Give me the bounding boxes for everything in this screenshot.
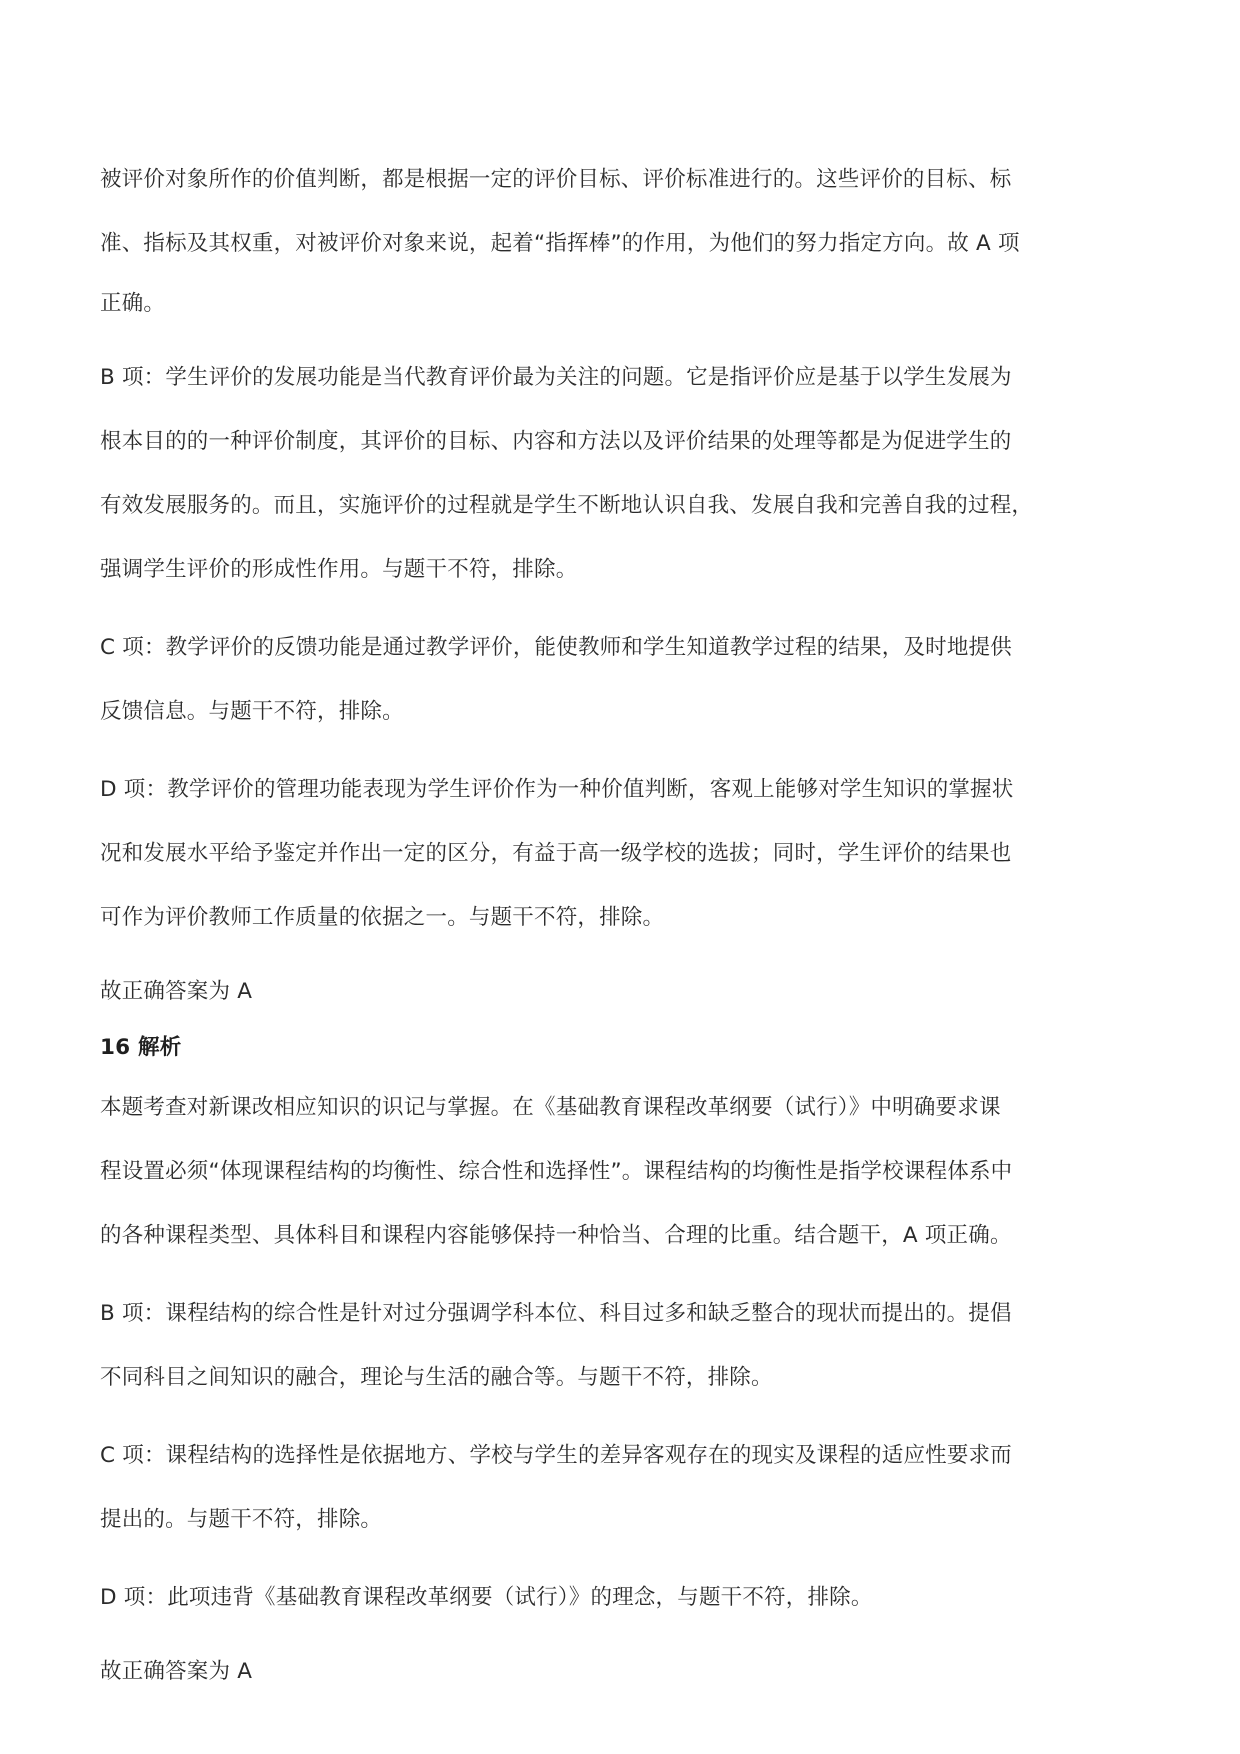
answer-text: 故正确答案为 A <box>100 979 253 1004</box>
text-line: 不同科目之间知识的融合，理论与生活的融合等。与题干不符，排除。 <box>100 1365 773 1390</box>
text-line: 程设置必须“体现课程结构的均衡性、综合性和选择性”。课程结构的均衡性是指学校课程体系中 <box>100 1159 1013 1184</box>
text-line: C 项：教学评价的反馈功能是通过教学评价，能使教师和学生知道教学过程的结果，及时地提供 <box>100 635 1012 660</box>
text-line: B 项：学生评价的发展功能是当代教育评价最为关注的问题。它是指评价应是基于以学生发展为 <box>100 365 1012 390</box>
text-line: 正确。 <box>100 291 166 316</box>
text-line: 的各种课程类型、具体科目和课程内容能够保持一种恰当、合理的比重。结合题干，A 项正确。 <box>100 1223 1012 1248</box>
text-line: D 项：教学评价的管理功能表现为学生评价作为一种价值判断，客观上能够对学生知识的掌握状 <box>100 777 1014 802</box>
text-line: 有效发展服务的。而且，实施评价的过程就是学生不断地认识自我、发展自我和完善自我的过程， <box>100 493 1034 518</box>
heading-text: 16 解析 <box>100 1035 182 1060</box>
paragraph-option-b <box>100 346 1160 602</box>
paragraph-option-c <box>100 616 1160 744</box>
text-line: 反馈信息。与题干不符，排除。 <box>100 699 404 724</box>
text-line: 准、指标及其权重，对被评价对象来说，起着“指挥棒”的作用，为他们的努力指定方向。故 A 项 <box>100 231 1020 256</box>
text-line: 可作为评价教师工作质量的依据之一。与题干不符，排除。 <box>100 905 665 930</box>
text-line: B 项：课程结构的综合性是针对过分强调学科本位、科目过多和缺乏整合的现状而提出的。提倡 <box>100 1301 1012 1326</box>
answer-line-16 <box>100 1644 1160 1700</box>
text-line: C 项：课程结构的选择性是依据地方、学校与学生的差异客观存在的现实及课程的适应性要求而 <box>100 1443 1012 1468</box>
paragraph-16-option-c <box>100 1424 1160 1552</box>
paragraph-16-intro <box>100 1076 1160 1268</box>
paragraph-option-d <box>100 758 1160 950</box>
text-line: 被评价对象所作的价值判断，都是根据一定的评价目标、评价标准进行的。这些评价的目标、标 <box>100 167 1012 192</box>
paragraph-16-option-b <box>100 1282 1160 1410</box>
paragraph-16-option-d <box>100 1566 1160 1630</box>
text-line: 况和发展水平给予鉴定并作出一定的区分，有益于高一级学校的选拔；同时，学生评价的结果也 <box>100 841 1012 866</box>
paragraph-a-correct <box>100 148 1160 332</box>
answer-text: 故正确答案为 A <box>100 1659 253 1684</box>
text-line: D 项：此项违背《基础教育课程改革纲要（试行）》的理念，与题干不符，排除。 <box>100 1585 873 1610</box>
text-line: 根本目的的一种评价制度，其评价的目标、内容和方法以及评价结果的处理等都是为促进学生的 <box>100 429 1012 454</box>
document-body <box>100 148 1160 1700</box>
text-line: 本题考查对新课改相应知识的识记与掌握。在《基础教育课程改革纲要（试行）》中明确要求课 <box>100 1095 1001 1120</box>
answer-line <box>100 964 1160 1020</box>
text-line: 强调学生评价的形成性作用。与题干不符，排除。 <box>100 557 578 582</box>
section-heading <box>100 1020 1160 1076</box>
text-line: 提出的。与题干不符，排除。 <box>100 1507 383 1532</box>
